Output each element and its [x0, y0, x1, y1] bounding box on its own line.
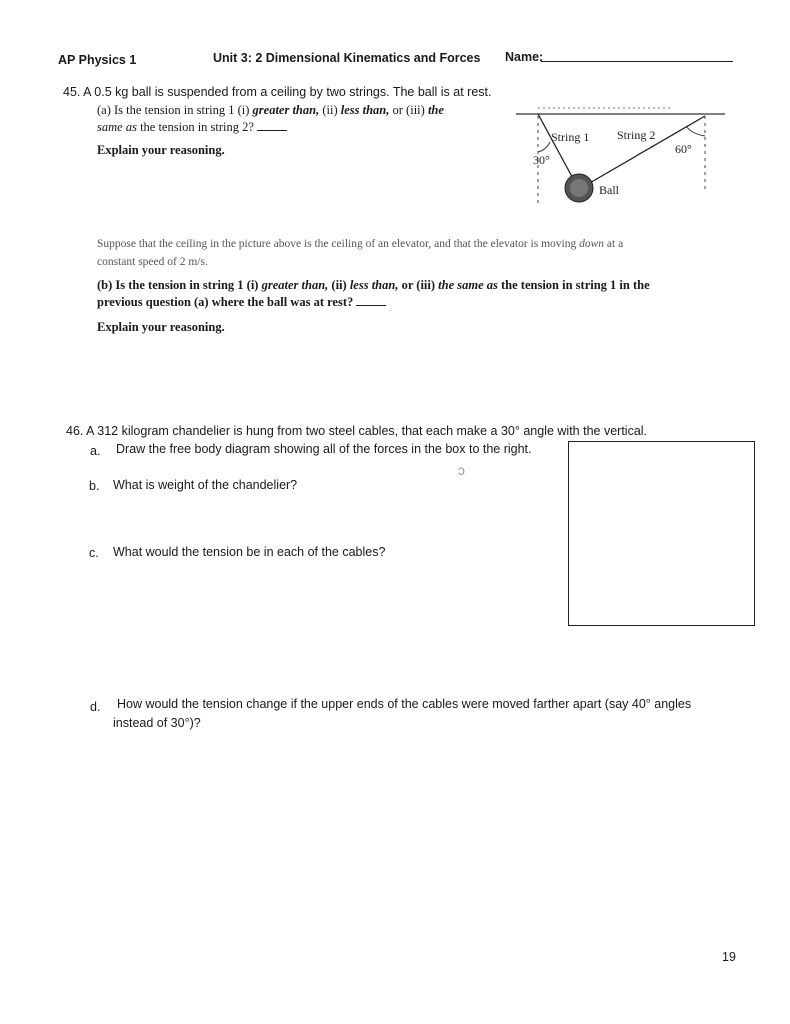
q45-intro: 45. A 0.5 kg ball is suspended from a ceiling by two strings. The ball is at rest. [63, 85, 492, 99]
elevator-line2: constant speed of 2 m/s. [97, 256, 208, 268]
pencil-mark: ↄ [458, 462, 465, 478]
q45b-line2: previous question (a) where the ball was at rest? [97, 295, 386, 310]
angle-30-label: 30° [533, 153, 550, 167]
q45a-line1: (a) Is the tension in string 1 (i) greater than, (ii) less than, or (iii) the [97, 103, 444, 117]
q45a-explain: Explain your reasoning. [97, 143, 225, 157]
q46d-line2: instead of 30°)? [113, 716, 201, 730]
ball-shading [570, 179, 588, 197]
string-1-label: String 1 [551, 130, 590, 144]
q46c-marker: c. [89, 546, 99, 560]
elevator-line1: Suppose that the ceiling in the picture above is the ceiling of an elevator, and that the elevator is moving down at a [97, 238, 624, 250]
course-title: AP Physics 1 [58, 53, 137, 67]
q45b-explain: Explain your reasoning. [97, 320, 225, 334]
q46b-text: What is weight of the chandelier? [113, 478, 298, 492]
q46-intro: 46. A 312 kilogram chandelier is hung from two steel cables, that each make a 30° angle with the vertical. [66, 424, 648, 438]
free-body-diagram-box[interactable] [568, 441, 755, 626]
q46d-line1: How would the tension change if the upper ends of the cables were moved farther apart (say 40° angles [117, 697, 692, 711]
q45a-line2: same as the tension in string 2? [97, 120, 287, 135]
page-number: 19 [722, 950, 736, 964]
angle-60-label: 60° [675, 142, 692, 156]
q46b-marker: b. [89, 479, 100, 493]
name-label: Name: [505, 50, 544, 64]
q45b-line1: (b) Is the tension in string 1 (i) greater than, (ii) less than, or (iii) the same as the tension in string 1 in the [97, 278, 650, 292]
ball-strings-diagram [510, 104, 730, 214]
q46a-marker: a. [90, 444, 101, 458]
ball-label: Ball [599, 183, 619, 197]
unit-title: Unit 3: 2 Dimensional Kinematics and Forces [213, 51, 481, 65]
angle-60-arc [686, 126, 705, 136]
q46a-text: Draw the free body diagram showing all of the forces in the box to the right. [116, 442, 532, 456]
q46d-marker: d. [90, 700, 101, 714]
angle-30-arc [538, 142, 550, 152]
string-2-label: String 2 [617, 128, 656, 142]
q46c-text: What would the tension be in each of the cables? [113, 545, 386, 559]
q45b-answer-blank[interactable] [356, 295, 386, 306]
name-field-line[interactable] [541, 61, 733, 62]
q45a-answer-blank[interactable] [257, 120, 287, 131]
